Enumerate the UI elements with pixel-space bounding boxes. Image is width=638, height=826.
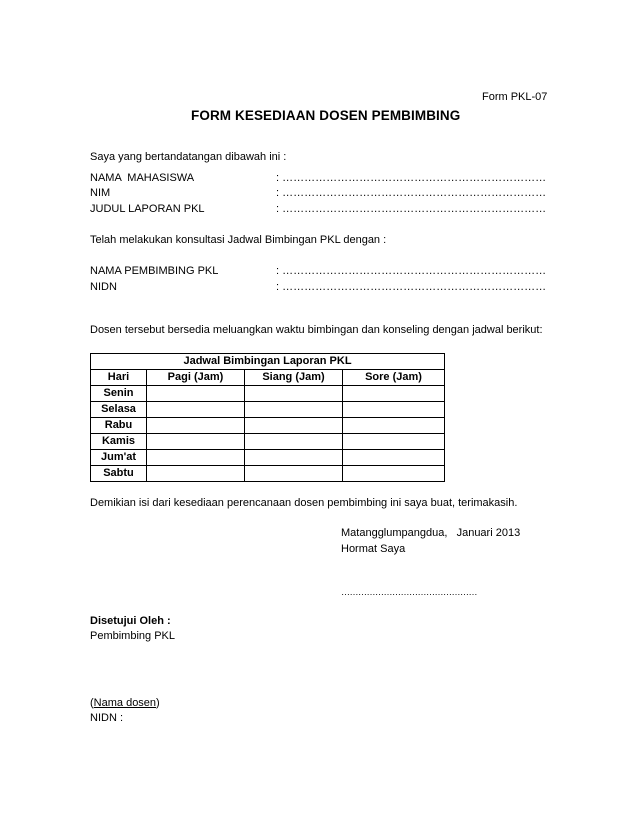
evening-cell[interactable]	[343, 386, 445, 402]
noon-cell[interactable]	[245, 466, 343, 482]
supervisor-name-label: NAMA PEMBIMBING PKL	[90, 265, 219, 277]
approver-role: Pembimbing PKL	[90, 630, 175, 642]
morning-cell[interactable]	[147, 434, 245, 450]
table-row	[91, 418, 445, 434]
place-date: Matangglumpangdua, Januari 2013	[341, 527, 521, 539]
table-row	[91, 450, 445, 466]
evening-cell[interactable]	[343, 434, 445, 450]
header-morning: Pagi (Jam)	[147, 370, 245, 386]
page-title: FORM KESEDIAAN DOSEN PEMBIMBING	[191, 108, 461, 123]
header-evening: Sore (Jam)	[343, 370, 445, 386]
day-cell: Jum'at	[91, 450, 147, 466]
lecturer-name-text: Nama dosen	[93, 697, 157, 709]
supervisor-name-value: : ………………………………………………………………	[276, 265, 547, 277]
regards-text: Hormat Saya	[341, 543, 406, 555]
closing-text: Demikian isi dari kesediaan perencanaan dosen pembimbing ini saya buat, terimakasih.	[90, 497, 518, 509]
nim-label: NIM	[90, 187, 111, 199]
report-title-label: JUDUL LAPORAN PKL	[90, 203, 205, 215]
form-code: Form PKL-07	[482, 91, 548, 103]
signature-line: …………………………………………	[341, 587, 477, 597]
evening-cell[interactable]	[343, 450, 445, 466]
header-day: Hari	[91, 370, 147, 386]
table-row	[91, 402, 445, 418]
report-title-value: : ………………………………………………………………	[276, 203, 547, 215]
day-cell: Selasa	[91, 402, 147, 418]
nidn-label: NIDN	[90, 281, 117, 293]
evening-cell[interactable]	[343, 418, 445, 434]
table-row	[91, 434, 445, 450]
table-row	[91, 386, 445, 402]
noon-cell[interactable]	[245, 402, 343, 418]
morning-cell[interactable]	[147, 386, 245, 402]
schedule-title: Jadwal Bimbingan Laporan PKL	[91, 354, 445, 370]
willing-text: Dosen tersebut bersedia meluangkan waktu bimbingan dan konseling dengan jadwal berikut:	[90, 324, 543, 336]
morning-cell[interactable]	[147, 418, 245, 434]
morning-cell[interactable]	[147, 466, 245, 482]
day-cell: Rabu	[91, 418, 147, 434]
consult-text: Telah melakukan konsultasi Jadwal Bimbingan PKL dengan :	[90, 234, 387, 246]
intro-text: Saya yang bertandatangan dibawah ini :	[90, 151, 287, 163]
noon-cell[interactable]	[245, 450, 343, 466]
day-cell: Sabtu	[91, 466, 147, 482]
table-row	[91, 466, 445, 482]
morning-cell[interactable]	[147, 450, 245, 466]
evening-cell[interactable]	[343, 402, 445, 418]
student-name-value: : ………………………………………………………………	[276, 172, 547, 184]
header-noon: Siang (Jam)	[245, 370, 343, 386]
lecturer-name: (Nama dosen)	[90, 697, 160, 709]
approved-by-label: Disetujui Oleh :	[90, 615, 171, 627]
schedule-table	[90, 353, 445, 482]
day-cell: Kamis	[91, 434, 147, 450]
nidn-value: : ………………………………………………………………	[276, 281, 547, 293]
nim-value: : ………………………………………………………………	[276, 187, 547, 199]
evening-cell[interactable]	[343, 466, 445, 482]
day-cell: Senin	[91, 386, 147, 402]
lecturer-nidn: NIDN :	[90, 712, 123, 724]
student-name-label: NAMA MAHASISWA	[90, 172, 195, 184]
noon-cell[interactable]	[245, 434, 343, 450]
noon-cell[interactable]	[245, 386, 343, 402]
noon-cell[interactable]	[245, 418, 343, 434]
morning-cell[interactable]	[147, 402, 245, 418]
